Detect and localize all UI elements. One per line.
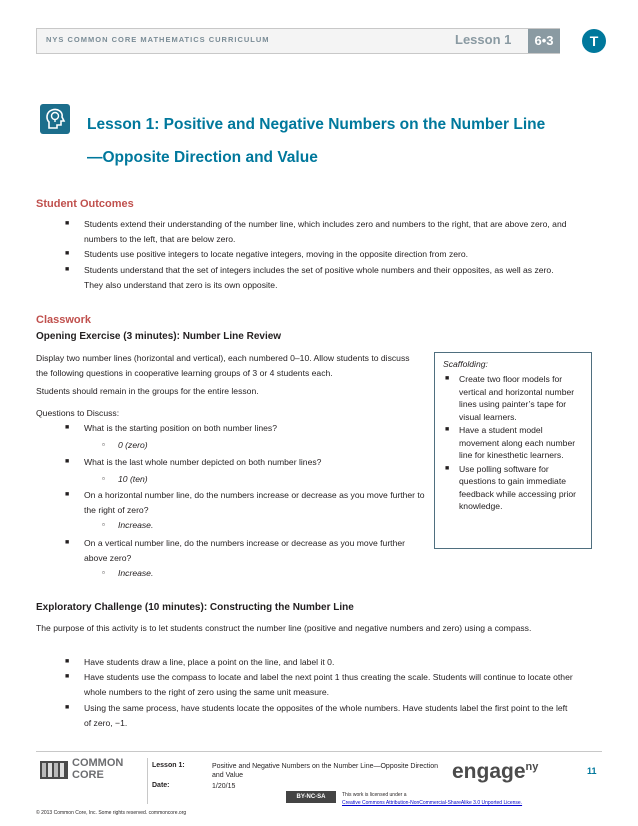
- outcomes-heading: Student Outcomes: [36, 198, 134, 210]
- engageny-logo: engage$^{ny}$: [452, 760, 539, 783]
- common-core-logo-icon: [40, 761, 68, 779]
- copyright: © 2013 Common Core, Inc. Some rights reserved. commoncore.org: [36, 810, 187, 816]
- classwork-heading: Classwork: [36, 314, 92, 326]
- question-2: ■ What is the last whole number depicted on both number lines?: [65, 457, 322, 467]
- license-text: This work is licensed under a: [342, 792, 407, 798]
- footer-date-value: 1/20/15: [212, 783, 236, 790]
- footer-lesson-label: Lesson 1:: [152, 762, 185, 769]
- grade-badge: 6•3: [528, 29, 560, 53]
- outcome-item: ■ Students use positive integers to locate negative integers, moving in the opposite direction from zero.: [65, 249, 469, 259]
- lightbulb-head-icon: [40, 104, 70, 134]
- opening-exercise-heading: Opening Exercise (3 minutes): Number Line Review: [36, 331, 282, 342]
- question-1: ■ What is the starting position on both number lines?: [65, 423, 277, 433]
- page-number: 11: [587, 766, 597, 776]
- answer-4: ▫ Increase.: [102, 568, 154, 578]
- footer-separator: [147, 758, 148, 804]
- teacher-badge: T: [582, 29, 606, 53]
- opening-paragraph: Display two number lines (horizontal and vertical), each numbered 0–10. Allow students to discuss the following questions in cooperative learning groups of 3 or 4 students each.: [36, 353, 410, 378]
- exploratory-item: ■ Have students use the compass to locate and label the next point 1 thus creating the scale. Students will continue to locate other whole numbers to the right of zero using the same unit measure.: [65, 672, 573, 697]
- exploratory-heading: Exploratory Challenge (10 minutes): Constructing the Number Line: [36, 602, 354, 613]
- questions-label: Questions to Discuss:: [36, 408, 120, 418]
- question-3: ■ On a horizontal number line, do the numbers increase or decrease as you move further to the right of zero?: [65, 490, 425, 515]
- outcome-item: ■ Students extend their understanding of the number line, which includes zero and numbers to the right, that are above zero, and numbers to the left, that are below zero.: [65, 219, 567, 244]
- curriculum-label: NYS COMMON CORE MATHEMATICS CURRICULUM: [46, 35, 270, 44]
- page-title: Lesson 1: Positive and Negative Numbers on the Number Line—Opposite Direction and Value: [87, 116, 546, 166]
- common-core-brand: COMMON CORE: [72, 757, 124, 781]
- footer-lesson-value: Positive and Negative Numbers on the Number Line—Opposite Direction and Value: [212, 763, 439, 779]
- exploratory-item: ■ Have students draw a line, place a point on the line, and label it 0.: [65, 657, 335, 667]
- exploratory-paragraph: The purpose of this activity is to let students construct the number line (positive and negative numbers and zero) using a compass.: [36, 623, 532, 633]
- cc-license-badge: BY-NC-SA: [286, 791, 336, 803]
- question-4: ■ On a vertical number line, do the numbers increase or decrease as you move further above zero?: [65, 538, 405, 563]
- lesson-label: Lesson 1: [455, 32, 512, 47]
- scaffolding-item: ■ Have a student model movement along each number line for kinesthetic learners.: [445, 425, 576, 460]
- answer-3: ▫ Increase.: [102, 520, 154, 530]
- outcome-item: ■ Students understand that the set of integers includes the set of positive whole numbers and their opposites, as well as zero. They also understand that zero is its own opposite.: [65, 265, 554, 290]
- scaffolding-title: Scaffolding:: [443, 359, 488, 369]
- footer-date-label: Date:: [152, 782, 170, 789]
- footer-divider: [36, 751, 602, 752]
- license-link[interactable]: Creative Commons Attribution-NonCommercial-ShareAlike 3.0 Unported License.: [342, 800, 523, 806]
- scaffolding-item: ■ Create two floor models for vertical and horizontal number lines using painter’s tape for visual learners.: [445, 374, 575, 422]
- answer-2: ▫ 10 (ten): [102, 474, 148, 484]
- scaffolding-box: [434, 352, 592, 549]
- exploratory-item: ■ Using the same process, have students locate the opposites of the whole numbers. Have students label the first point to the left of zero, −1.: [65, 703, 568, 728]
- answer-1: ▫ 0 (zero): [102, 440, 148, 450]
- groups-paragraph: Students should remain in the groups for the entire lesson.: [36, 386, 259, 396]
- scaffolding-item: ■ Use polling software for questions to gain immediate feedback while accessing prior knowledge.: [445, 463, 577, 511]
